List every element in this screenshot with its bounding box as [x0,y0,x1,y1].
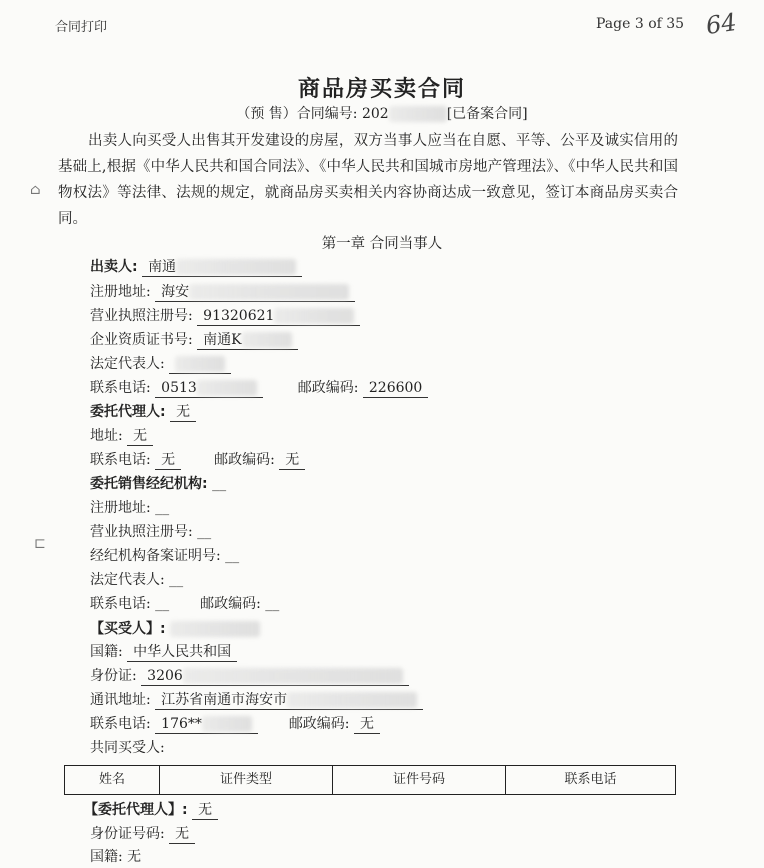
agent-phone-value: 无 [155,451,181,470]
seller-qual-value: 南通K [197,331,297,350]
sales-agency-phone-label: 联系电话: [90,596,151,612]
sales-agency-reg-addr-value: __ [155,500,170,516]
sales-agency-row [90,473,226,495]
sales-agency-filing-row [90,545,239,567]
buyer-agent-label: 【委托代理人】: [84,802,188,818]
sales-agency-reg-addr-label: 注册地址: [90,500,151,516]
buyer-nationality-row [90,641,237,663]
seller-phone-label: 联系电话: [90,380,151,396]
co-buyer-table [64,765,676,795]
buyer-nationality-label: 国籍: [90,644,123,660]
sales-agency-label: 委托销售经纪机构: [90,476,208,492]
buyer-agent-id-value: 无 [169,825,195,844]
seller-reg-addr-row [90,281,355,303]
seller-reg-addr-label: 注册地址: [90,284,151,300]
seller-rep-value [169,355,231,374]
contract-number-prefix: （预 售）合同编号: 202 [236,106,389,122]
seller-zip-value: 226600 [363,379,428,398]
sales-agency-license-label: 营业执照注册号: [90,524,193,540]
seller-value: 南通 [142,258,302,277]
buyer-id-row [90,665,409,687]
sales-agency-reg-addr-row [90,497,169,519]
sales-agency-phone-value: __ [155,596,170,612]
buyer-agent-id-row [90,823,195,845]
agent-zip-value: 无 [279,451,305,470]
margin-tick-mark: ⊏ [34,536,46,552]
agent-label: 委托代理人: [90,404,166,420]
preamble-paragraph: 出卖人向买受人出售其开发建设的房屋，双方当事人应当在自愿、平等、公平及诚实信用的基础上,根据《中华人民共和国合同法》、《中华人民共和国城市房地产管理法》、《中华人民共和国物权法》等法律、法规的规定，就商品房买卖相关内容协商达成一致意见，签订本商品房买卖合同。 [58,133,678,227]
agent-phone-row [90,449,305,471]
agent-phone-label: 联系电话: [90,452,151,468]
agent-row [90,401,196,423]
sales-agency-filing-label: 经纪机构备案证明号: [90,548,221,564]
redacted-region [170,621,260,637]
agent-zip-label: 邮政编码: [214,452,275,468]
seller-qual-row [90,329,298,351]
buyer-nationality-value: 中华人民共和国 [127,643,237,662]
buyer-id-label: 身份证: [90,668,137,684]
handwritten-mark: 64 [704,8,739,40]
buyer-row [90,618,260,640]
sales-agency-license-row [90,521,211,543]
print-header-label: 合同打印 [55,20,108,35]
sales-agency-filing-value: __ [225,548,240,564]
page-number: Page 3 of 35 [596,16,685,32]
buyer-agent-nationality-value: 无 [127,849,142,865]
buyer-label: 【买受人】: [90,621,166,637]
agent-addr-label: 地址: [90,428,123,444]
buyer-phone-label: 联系电话: [90,716,151,732]
buyer-addr-row [90,689,423,711]
buyer-zip-label: 邮政编码: [288,716,350,732]
seller-phone-value: 0513 [155,379,263,398]
seller-row [90,256,302,278]
sales-agency-license-value: __ [197,524,212,540]
chapter-heading: 第一章 合同当事人 [321,236,443,252]
sales-agency-rep-value: __ [169,572,184,588]
agent-addr-row [90,425,153,447]
sales-agency-zip-label: 邮政编码: [200,596,261,612]
document-title: 商品房买卖合同 [297,77,466,102]
sales-agency-rep-label: 法定代表人: [90,572,165,588]
agent-addr-value: 无 [127,427,153,446]
co-buyer-row [90,737,165,759]
agent-value: 无 [170,403,196,422]
table-header-name: 姓名 [65,766,160,794]
seller-qual-label: 企业资质证书号: [90,332,193,348]
seller-rep-row [90,353,231,375]
buyer-addr-value: 江苏省南通市海安市 [155,691,423,710]
sales-agency-value: __ [212,476,227,492]
co-buyer-label: 共同买受人: [90,740,165,756]
seller-rep-label: 法定代表人: [90,356,165,372]
buyer-agent-nationality-label: 国籍: [90,849,123,865]
sales-agency-rep-row [90,569,183,591]
seller-zip-label: 邮政编码: [297,380,359,396]
seller-license-label: 营业执照注册号: [90,308,193,324]
margin-hole-mark: ⌂ [30,182,41,198]
buyer-addr-label: 通讯地址: [90,692,151,708]
buyer-phone-row [90,713,380,735]
contract-number [0,103,764,123]
seller-license-row [90,305,360,327]
table-header-phone: 联系电话 [564,772,617,787]
sales-agency-zip-value: __ [265,596,280,612]
redacted-region [389,106,447,122]
table-header-id-type: 证件类型 [160,766,333,794]
buyer-agent-nationality-row [90,846,141,868]
buyer-zip-value: 无 [354,715,380,734]
buyer-agent-row [84,799,218,821]
buyer-phone-value: 176** [155,715,258,734]
buyer-agent-value: 无 [192,801,218,820]
buyer-id-value: 3206 [141,667,409,686]
seller-label: 出卖人: [90,259,138,275]
seller-license-value: 91320621 [197,307,360,326]
sales-agency-phone-row [90,593,279,615]
seller-phone-row [90,377,428,399]
contract-number-suffix: [已备案合同] [446,106,528,122]
table-header-id-number: 证件号码 [333,766,506,794]
seller-reg-addr-value: 海安 [155,283,355,302]
buyer-agent-id-label: 身份证号码: [90,826,165,842]
